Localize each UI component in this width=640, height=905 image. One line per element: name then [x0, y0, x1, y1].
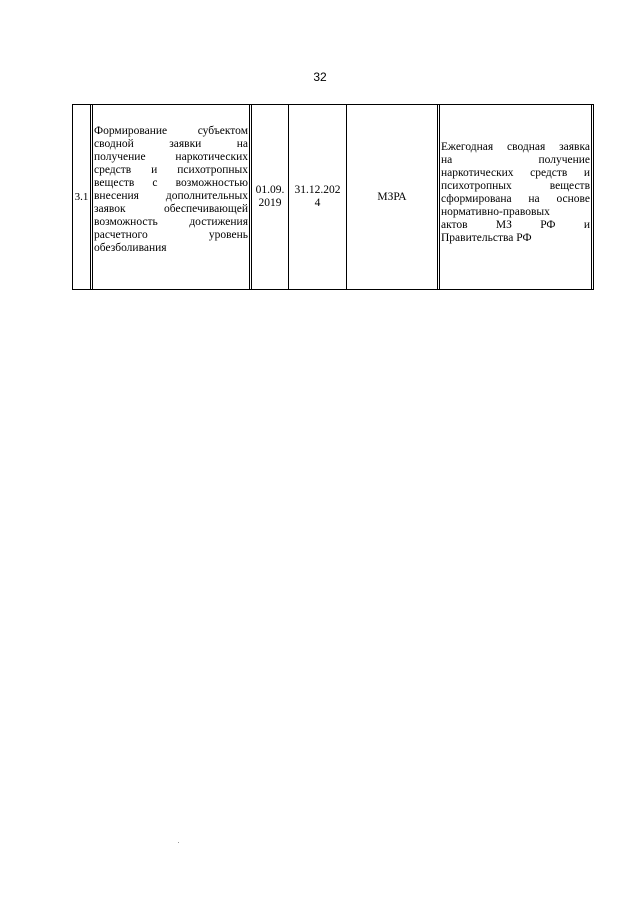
result-cell: [438, 105, 594, 290]
start-date-part2: 2019: [258, 197, 282, 209]
result-line: сформирована на основе: [441, 193, 590, 205]
start-date-part1: 01.09.: [255, 184, 285, 196]
end-date-part1: 31.12.202: [294, 184, 341, 196]
page-number: 32: [313, 70, 327, 84]
task-line: обезболивания: [94, 242, 167, 254]
responsible-cell: МЗРА: [347, 105, 438, 290]
task-cell: [91, 105, 252, 290]
end-date-cell: [289, 105, 347, 290]
start-date-cell: [252, 105, 289, 290]
row-number: 3.1: [73, 105, 91, 290]
end-date-part2: 4: [314, 197, 321, 209]
task-line: расчетного уровень: [94, 229, 248, 241]
plan-table: [72, 104, 594, 290]
scan-speck: [178, 842, 179, 843]
result-text: [439, 105, 592, 289]
result-line: наркотических средств и: [441, 167, 590, 179]
task-line: Формирование субъектом: [94, 125, 248, 137]
task-line: возможность достижения: [94, 216, 248, 228]
result-line: на получение: [441, 154, 590, 166]
result-line: Ежегодная сводная заявка: [441, 141, 590, 153]
result-line: психотропных веществ: [441, 180, 590, 192]
task-line: веществ с возможностью: [94, 177, 248, 189]
task-line: сводной заявки на: [94, 138, 248, 150]
result-line: Правительства РФ: [441, 232, 532, 244]
task-text: [92, 105, 250, 289]
task-line: средств и психотропных: [94, 164, 248, 176]
result-line: актов МЗ РФ и: [441, 219, 590, 231]
table-row: [73, 105, 594, 290]
task-line: внесения дополнительных: [94, 190, 248, 202]
result-line: нормативно-правовых: [441, 206, 550, 218]
task-line: заявок обеспечивающей: [94, 203, 248, 215]
task-line: получение наркотических: [94, 151, 248, 163]
